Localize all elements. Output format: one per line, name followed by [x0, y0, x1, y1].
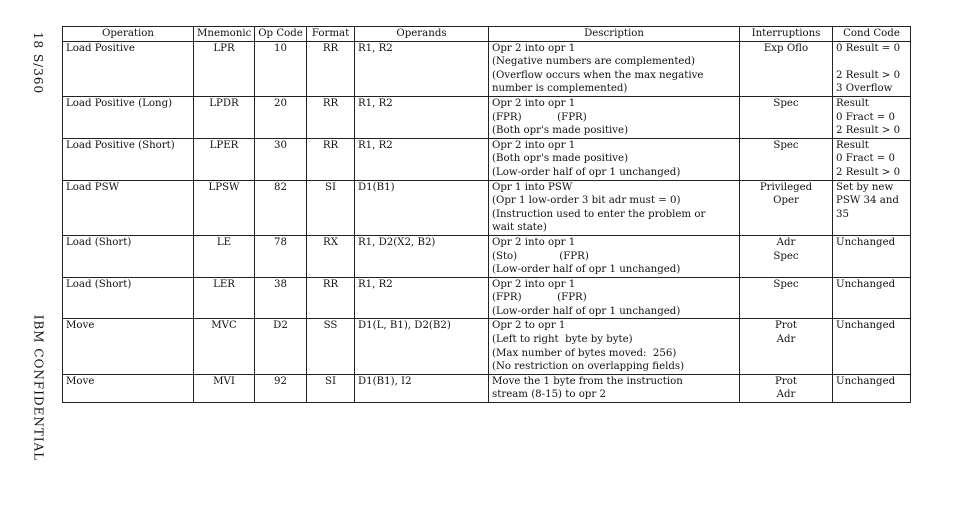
cond-code-cell	[833, 41, 911, 96]
header-row	[63, 27, 911, 42]
cond-code-line: 2 Result > 0	[836, 69, 901, 81]
interruptions-cell	[740, 319, 833, 374]
table-row	[63, 319, 911, 374]
cond-code-cell	[833, 319, 911, 374]
description-line: (Overflow occurs when the max negative	[492, 69, 704, 81]
header-cond-code: Cond Code	[833, 27, 911, 42]
cond-code-line: 0 Fract = 0	[836, 111, 896, 123]
operands-cell: R1, D2(X2, B2)	[355, 235, 489, 277]
description-line: (Sto) (FPR)	[492, 250, 589, 262]
interruption-line: Privileged	[759, 181, 813, 193]
operation-cell: Move	[63, 319, 194, 374]
table-row	[63, 374, 911, 402]
interruption-line: Prot	[775, 375, 797, 387]
format-cell: RX	[307, 235, 355, 277]
description-line: (Left to right byte by byte)	[492, 334, 633, 346]
operation-cell: Load PSW	[63, 180, 194, 235]
table-row	[63, 41, 911, 96]
operands-cell: R1, R2	[355, 96, 489, 138]
header-op-code: Op Code	[255, 27, 307, 42]
header-operation: Operation	[63, 27, 194, 42]
description-line: Opr 2 to opr 1	[492, 320, 566, 332]
cond-code-line: Unchanged	[836, 375, 896, 387]
description-line: wait state)	[492, 222, 547, 234]
opcode-cell: 92	[255, 374, 307, 402]
confidential-label: IBM CONFIDENTIAL	[31, 314, 46, 462]
operands-cell: D1(L, B1), D2(B2)	[355, 319, 489, 374]
format-cell: RR	[307, 277, 355, 319]
description-line: Move the 1 byte from the instruction	[492, 375, 683, 387]
cond-code-line: Unchanged	[836, 278, 896, 290]
description-line: (No restriction on overlapping fields)	[492, 361, 685, 373]
cond-code-cell	[833, 235, 911, 277]
interruptions-cell	[740, 180, 833, 235]
opcode-cell: 10	[255, 41, 307, 96]
description-line: (FPR) (FPR)	[492, 111, 587, 123]
interruption-line: Spec	[773, 97, 799, 109]
description-line: Opr 2 into opr 1	[492, 139, 576, 151]
interruptions-cell	[740, 96, 833, 138]
header-operands: Operands	[355, 27, 489, 42]
cond-code-line: Result	[836, 139, 869, 151]
cond-code-line: 2 Result > 0	[836, 166, 901, 178]
description-line: Opr 2 into opr 1	[492, 42, 576, 54]
interruption-line: Prot	[775, 320, 797, 332]
cond-code-line: 35	[836, 208, 849, 220]
operation-cell: Load Positive	[63, 41, 194, 96]
description-line: (Both opr's made positive)	[492, 125, 629, 137]
cond-code-line: Unchanged	[836, 236, 896, 248]
interruption-line: Adr	[776, 236, 796, 248]
description-line: stream (8-15) to opr 2	[492, 389, 606, 401]
mnemonic-cell: LPR	[194, 41, 255, 96]
cond-code-line	[836, 55, 907, 69]
instruction-table	[62, 26, 911, 403]
cond-code-line: 2 Result > 0	[836, 125, 901, 137]
description-cell	[489, 374, 740, 402]
table-row	[63, 235, 911, 277]
description-line: (Low-order half of opr 1 unchanged)	[492, 305, 681, 317]
format-cell: RR	[307, 138, 355, 180]
interruption-line: Oper	[773, 195, 799, 207]
header-format: Format	[307, 27, 355, 42]
cond-code-line: 3 Overflow	[836, 83, 893, 95]
page-number-label: 18 S/360	[31, 31, 46, 95]
header-description: Description	[489, 27, 740, 42]
operands-cell: R1, R2	[355, 138, 489, 180]
description-cell	[489, 277, 740, 319]
description-line: (Low-order half of opr 1 unchanged)	[492, 264, 681, 276]
header-mnemonic: Mnemonic	[194, 27, 255, 42]
mnemonic-cell: LPSW	[194, 180, 255, 235]
cond-code-cell	[833, 374, 911, 402]
interruption-line: Spec	[773, 278, 799, 290]
description-line: (FPR) (FPR)	[492, 292, 587, 304]
description-line: (Max number of bytes moved: 256)	[492, 347, 677, 359]
interruption-line: Adr	[776, 389, 796, 401]
format-cell: SS	[307, 319, 355, 374]
cond-code-line: PSW 34 and	[836, 195, 899, 207]
opcode-cell: 30	[255, 138, 307, 180]
opcode-cell: D2	[255, 319, 307, 374]
description-line: Opr 2 into opr 1	[492, 236, 576, 248]
opcode-cell: 20	[255, 96, 307, 138]
format-cell: SI	[307, 374, 355, 402]
mnemonic-cell: LER	[194, 277, 255, 319]
description-line: Opr 2 into opr 1	[492, 278, 576, 290]
description-line: (Instruction used to enter the problem or	[492, 208, 706, 220]
operation-cell: Move	[63, 374, 194, 402]
description-line: (Opr 1 low-order 3 bit adr must = 0)	[492, 195, 681, 207]
cond-code-cell	[833, 96, 911, 138]
table-row	[63, 96, 911, 138]
cond-code-line: Set by new	[836, 181, 894, 193]
interruption-line: Exp Oflo	[763, 42, 809, 54]
cond-code-line: 0 Fract = 0	[836, 153, 896, 165]
interruptions-cell	[740, 374, 833, 402]
operation-cell: Load Positive (Short)	[63, 138, 194, 180]
operands-cell: R1, R2	[355, 277, 489, 319]
description-cell	[489, 96, 740, 138]
cond-code-line: Unchanged	[836, 320, 896, 332]
format-cell: RR	[307, 96, 355, 138]
interruptions-cell	[740, 277, 833, 319]
description-line: number is complemented)	[492, 83, 628, 95]
cond-code-cell	[833, 180, 911, 235]
description-line: Opr 1 into PSW	[492, 181, 573, 193]
cond-code-line: 0 Result = 0	[836, 42, 901, 54]
format-cell: RR	[307, 41, 355, 96]
description-line: (Negative numbers are complemented)	[492, 56, 695, 68]
cond-code-line: Result	[836, 97, 869, 109]
interruptions-cell	[740, 235, 833, 277]
description-line: (Both opr's made positive)	[492, 153, 629, 165]
mnemonic-cell: MVC	[194, 319, 255, 374]
header-interruptions: Interruptions	[740, 27, 833, 42]
description-cell	[489, 319, 740, 374]
format-cell: SI	[307, 180, 355, 235]
interruption-line: Spec	[773, 250, 799, 262]
operands-cell: D1(B1), I2	[355, 374, 489, 402]
description-line: (Low-order half of opr 1 unchanged)	[492, 166, 681, 178]
opcode-cell: 38	[255, 277, 307, 319]
opcode-cell: 82	[255, 180, 307, 235]
table-row	[63, 138, 911, 180]
interruption-line: Spec	[773, 139, 799, 151]
cond-code-cell	[833, 277, 911, 319]
opcode-cell: 78	[255, 235, 307, 277]
interruptions-cell	[740, 138, 833, 180]
description-cell	[489, 138, 740, 180]
operands-cell: R1, R2	[355, 41, 489, 96]
mnemonic-cell: MVI	[194, 374, 255, 402]
interruptions-cell	[740, 41, 833, 96]
operation-cell: Load (Short)	[63, 235, 194, 277]
description-line: Opr 2 into opr 1	[492, 97, 576, 109]
table-row	[63, 180, 911, 235]
interruption-line: Adr	[776, 334, 796, 346]
description-cell	[489, 180, 740, 235]
cond-code-cell	[833, 138, 911, 180]
mnemonic-cell: LPER	[194, 138, 255, 180]
operation-cell: Load Positive (Long)	[63, 96, 194, 138]
description-cell	[489, 235, 740, 277]
operands-cell: D1(B1)	[355, 180, 489, 235]
mnemonic-cell: LE	[194, 235, 255, 277]
table-row	[63, 277, 911, 319]
mnemonic-cell: LPDR	[194, 96, 255, 138]
description-cell	[489, 41, 740, 96]
operation-cell: Load (Short)	[63, 277, 194, 319]
